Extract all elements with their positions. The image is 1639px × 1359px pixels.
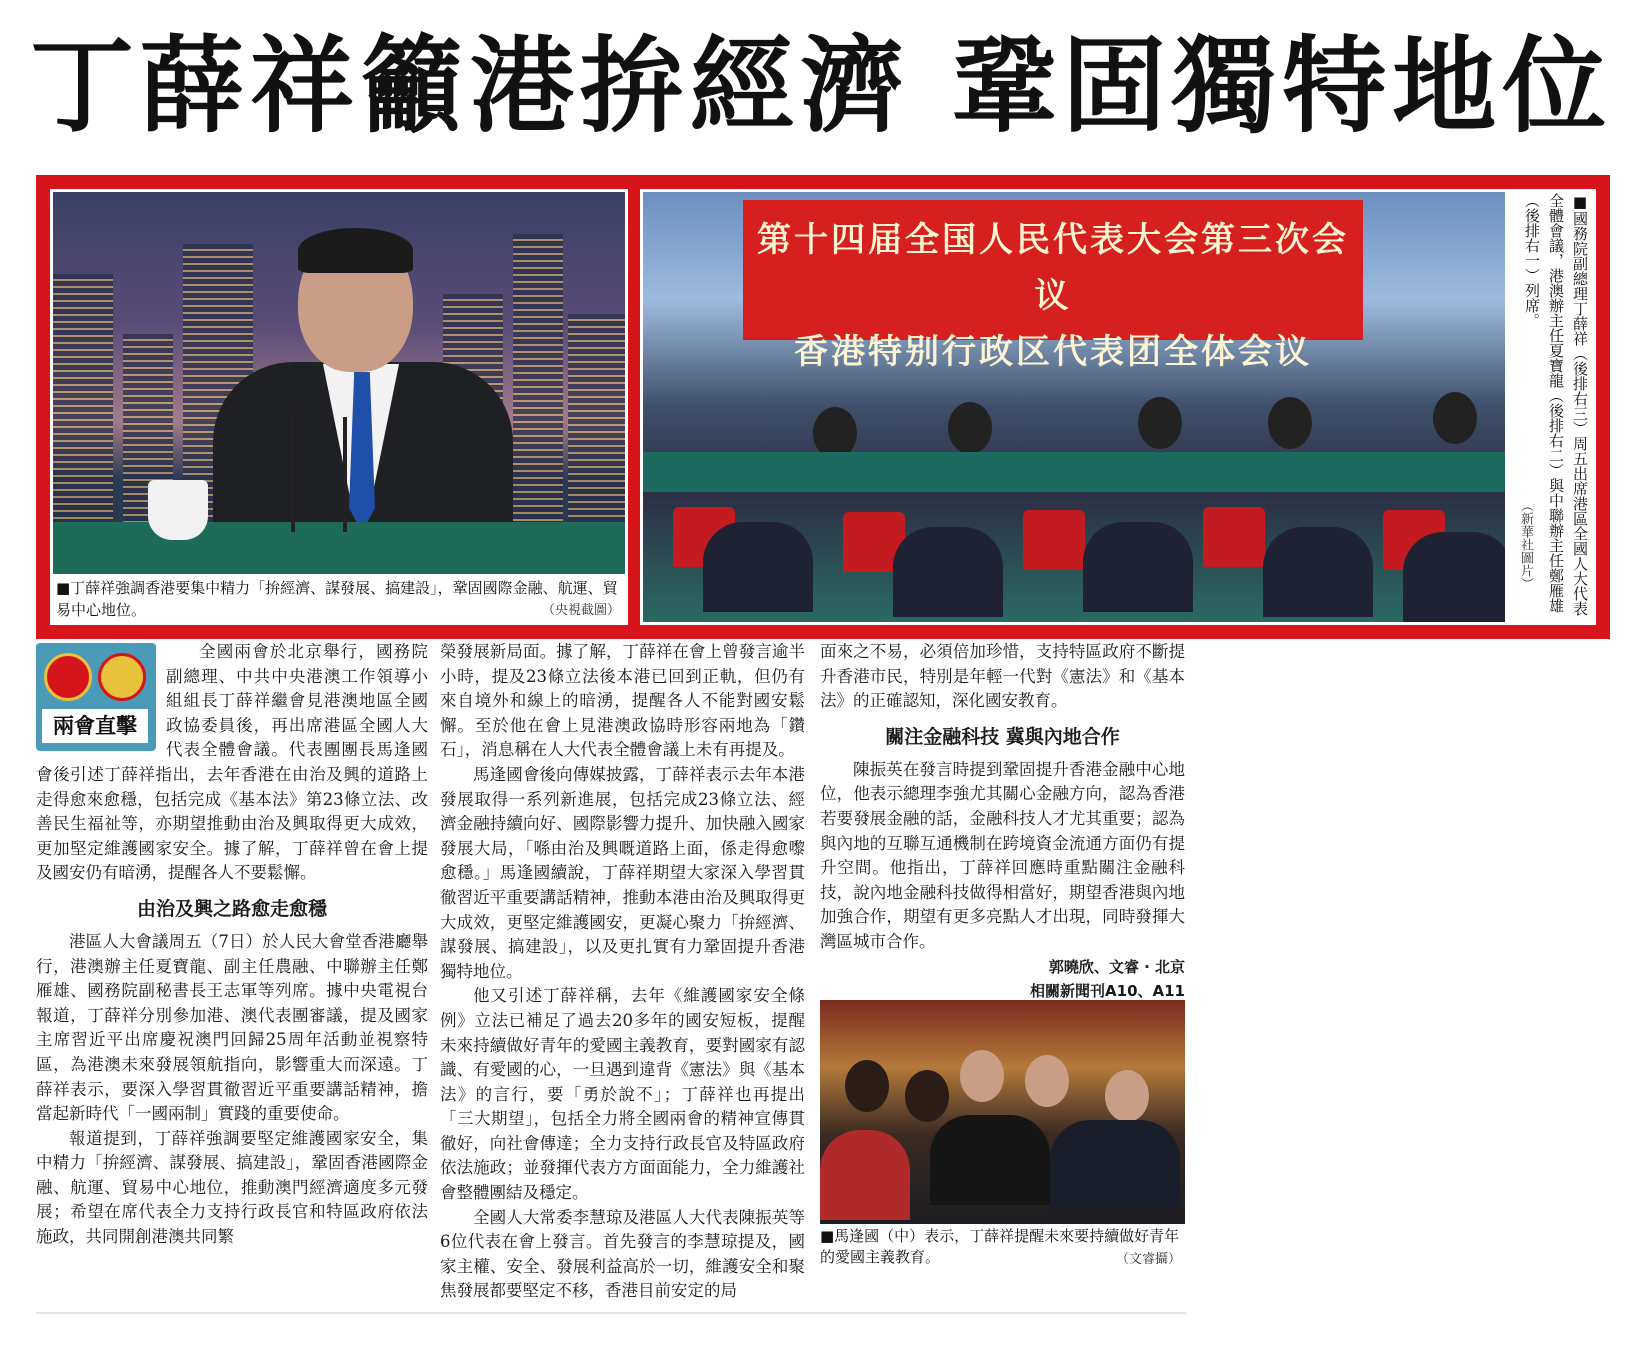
article-paragraph: 他又引述丁薛祥稱，去年《維護國家安全條例》立法已補足了過去20多年的國安短板，提醒未來持續做好青年的愛國主義教育，要對國家有認識、有愛國的心，一旦遇到違背《憲法》與《基本法》的言行，要「勇於說不」；丁薛祥也再提出「三大期望」，包括全力將全國兩會的精神宣傳貫徹好，向社會傳達；全力支持行政長官及特區政府依法施政；並發揮代表方方面面能力，全力維護社會整體團結及穩定。 [440, 986, 805, 1203]
article-paragraph: 全國兩會於北京舉行，國務院副總理、中共中央港澳工作領導小組組長丁薛祥繼會見港澳地區全國政協委員後，再出席港區全國人大代表全體會議。代表團團長馬逢國會後引述丁薛祥指出，去年香港在由治及興的道路上走得愈來愈穩，包括完成《基本法》第23條立法、改善民生福祉等，亦期望推動由治及興取得更大成效，更加堅定維護國家安全。據了解，丁薛祥曾在會上提及國安仍有暗湧，提醒各人不要鬆懈。 [36, 642, 428, 883]
article-column-3 [820, 640, 1185, 1003]
article-paragraph: 港區人大會議周五（7日）於人民大會堂香港廳舉行，港澳辦主任夏寶龍、副主任農融、中聯辦主任鄭雁雄、國務院副秘書長王志軍等列席。據中央電視台報道，丁薛祥分別參加港、澳代表團審議，提及國家主席習近平出席慶祝澳門回歸25周年活動並視察特區，為港澳未來發展領航指向，影響重大而深遠。丁薛祥表示，要深入學習貫徹習近平重要講話精神，擔當起新時代「一國兩制」實踐的重要使命。 [36, 931, 428, 1124]
article-paragraph: 陳振英在發言時提到鞏固提升香港金融中心地位，他表示總理李強尤其關心金融方向，認為香港若要發展金融的話，金融科技人才尤其重要；認為與內地的互聯互通機制在跨境資金流通方面仍有提升空間。他指出，丁薛祥回應時重點關注金融科技，說內地金融科技做得相當好，期望香港與內地加強合作，期望有更多亮點人才出現，同時發揮大灣區城市合作。 [820, 759, 1185, 951]
article-paragraph: 榮發展新局面。據了解，丁薛祥在會上曾發言逾半小時，提及23條立法後本港已回到正軌，但仍有來自境外和線上的暗湧，提醒各人不能對國安鬆懈。至於他在會上見港澳政協時形容兩地為「鑽石」，消息稱在人大代表全體會議上未有再提及。 [440, 642, 805, 760]
article-paragraph: 全國人大常委李慧琼及港區人大代表陳振英等6位代表在會上發言。首先發言的李慧琼提及，國家主權、安全、發展利益高於一切，維護安全和聚焦發展都要堅定不移，香港目前安定的局 [440, 1207, 805, 1301]
banner-line-1: 第十四届全国人民代表大会第三次会议 [757, 220, 1349, 316]
photo-frame [36, 175, 1610, 639]
photo-bottom-credit: （文睿攝） [1115, 1252, 1181, 1267]
ding-xuexiang-photo [53, 192, 625, 574]
banner-line-2: 香港特别行政区代表团全体会议 [794, 332, 1312, 372]
bottom-rule [36, 1312, 1186, 1314]
headline: 丁薛祥籲港拚經濟 鞏固獨特地位 [30, 24, 1613, 147]
article-paragraph: 馬逢國會後向傳媒披露，丁薛祥表示去年本港發展取得一系列新進展，包括完成23條立法、經濟金融持續向好、國際影響力提升、加快融入國家發展大局，「喺由治及興嘅道路上面，係走得愈嚟愈穩。」馬逢國續說，丁薛祥期望大家深入學習貫徹習近平重要講話精神，推動本港由治及興取得更大成效，更堅定維護國安，更凝心聚力「拚經濟、謀發展、搞建設」，以及更扎實有力鞏固提升香港獨特地位。 [440, 764, 805, 981]
article-paragraph: 報道提到，丁薛祥強調要堅定維護國家安全，集中精力「拚經濟、謀發展、搞建設」，鞏固香港國際金融、航運、貿易中心地位，推動澳門經濟適度多元發展；希望在席代表全力支持行政長官和特區政府依法施政，共同開創港澳共同繁 [36, 1128, 428, 1247]
article-paragraph: 面來之不易，必須倍加珍惜，支持特區政府不斷提升香港市民，特別是年輕一代對《憲法》和《基本法》的正確認知，深化國安教育。 [820, 642, 1185, 711]
badge-label: 兩會直擊 [42, 709, 148, 743]
subheading-2: 關注金融科技 冀與內地合作 [885, 725, 1120, 748]
photo-right-credit: （新華社圖片） [1518, 499, 1533, 590]
related-news: 相關新聞刊A10、A11 [1030, 981, 1185, 1000]
photo-left-caption: ■丁薛祥強調香港要集中精力「拚經濟、謀發展、搞建設」，鞏固國際金融、航運、貿易中心地位。 [56, 579, 618, 619]
plenary-meeting-photo [643, 192, 1505, 622]
photo-right [640, 189, 1596, 625]
photo-left [50, 189, 628, 625]
byline: 郭曉欣、文睿 · 北京 [1048, 957, 1185, 976]
photo-right-caption: ■國務院副總理丁薛祥（後排右三）周五出席港區全國人大代表全體會議，港澳辦主任夏寶龍（後排右二）與中聯辦主任鄭雁雄（後排右一）列席。 [1523, 193, 1589, 616]
ma-fung-kwok-photo [820, 1000, 1185, 1224]
photo-bottom-caption: ■馬逢國（中）表示，丁薛祥提醒未來要持續做好青年的愛國主義教育。 [820, 1227, 1180, 1266]
article-column-2 [440, 640, 805, 1304]
article-column-1 [36, 640, 428, 1250]
meeting-banner [743, 200, 1363, 372]
subheading-1: 由治及興之路愈走愈穩 [136, 897, 327, 920]
photo-left-credit: （央視截圖） [541, 603, 620, 618]
photo-bottom [820, 1000, 1185, 1268]
